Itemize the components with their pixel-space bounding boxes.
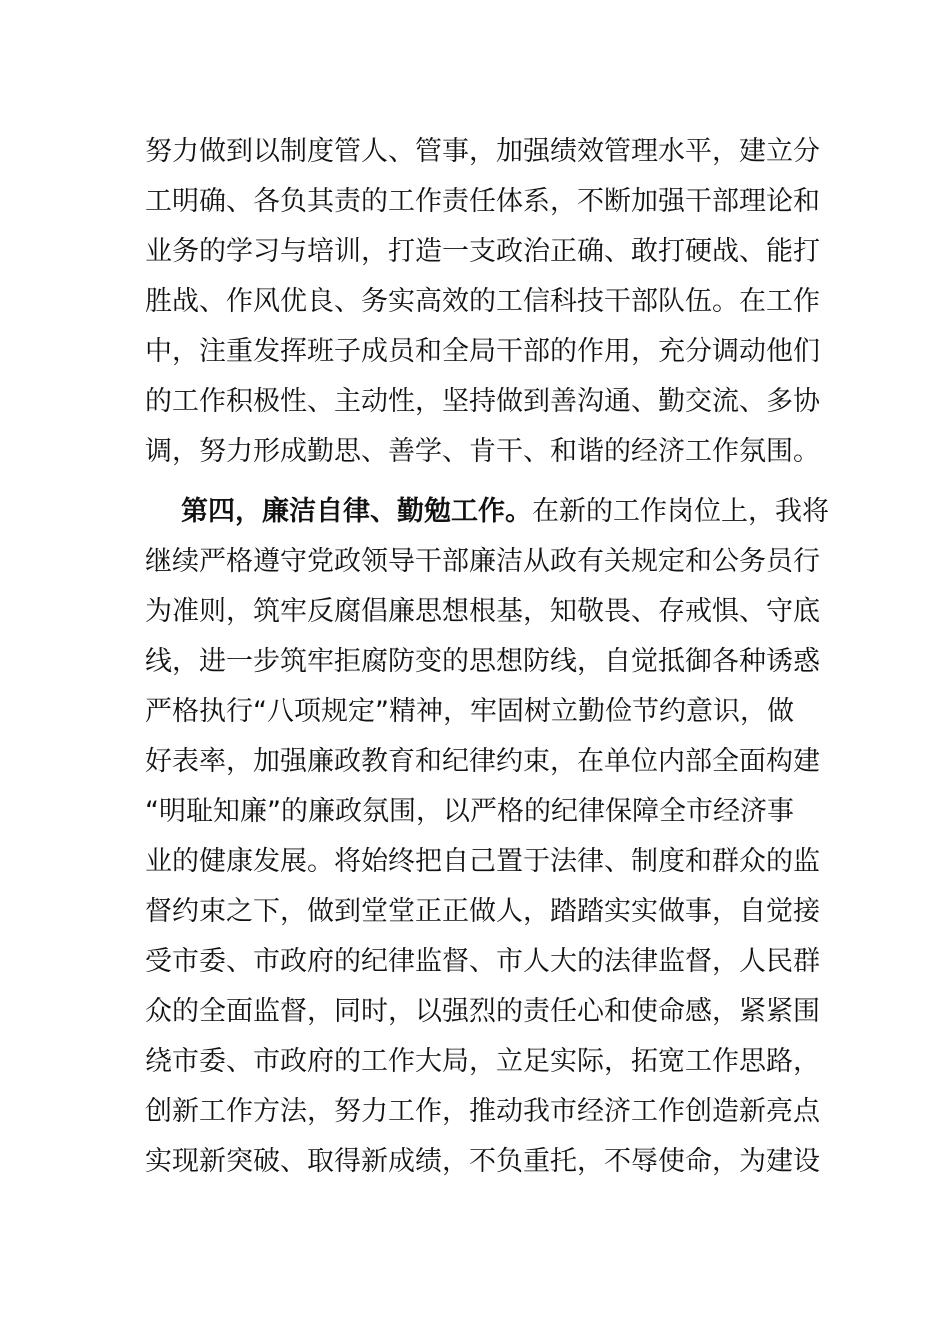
paragraph-2-line: 好表率，加强廉政教育和纪律约束，在单位内部全面构建 <box>145 746 820 777</box>
paragraph-2-line: 严格执行“八项规定”精神，牢固树立勤俭节约意识，做 <box>145 696 794 727</box>
paragraph-2-line: 继续严格遵守党政领导干部廉洁从政有关规定和公务员行 <box>145 546 820 577</box>
paragraph-2-line: “明耻知廉”的廉政氛围，以严格的纪律保障全市经济事 <box>145 796 794 827</box>
paragraph-1-line: 业务的学习与培训，打造一支政治正确、敢打硬战、能打 <box>145 236 820 267</box>
paragraph-2-first-line-text: 在新的工作岗位上，我将 <box>532 496 829 527</box>
paragraph-2-line: 为准则，筑牢反腐倡廉思想根基，知敬畏、存戒惧、守底 <box>145 596 820 627</box>
paragraph-2-line: 督约束之下，做到堂堂正正做人，踏踏实实做事，自觉接 <box>145 896 820 927</box>
paragraph-2-first-line <box>181 495 829 529</box>
paragraph-2-line: 受市委、市政府的纪律监督、市人大的法律监督，人民群 <box>145 946 820 977</box>
paragraph-1-line: 调，努力形成勤思、善学、肯干、和谐的经济工作氛围。 <box>145 436 820 467</box>
paragraph-2-line: 线，进一步筑牢拒腐防变的思想防线，自觉抵御各种诱惑 <box>145 646 820 677</box>
paragraph-1-line: 工明确、各负其责的工作责任体系，不断加强干部理论和 <box>145 186 820 217</box>
paragraph-2-line: 众的全面监督，同时，以强烈的责任心和使命感，紧紧围 <box>145 996 820 1027</box>
paragraph-1-line: 胜战、作风优良、务实高效的工信科技干部队伍。在工作 <box>145 286 820 317</box>
paragraph-1-line: 的工作积极性、主动性，坚持做到善沟通、勤交流、多协 <box>145 386 820 417</box>
section-heading: 第四，廉洁自律、勤勉工作。 <box>181 496 532 527</box>
paragraph-2-line: 创新工作方法，努力工作，推动我市经济工作创造新亮点 <box>145 1096 820 1127</box>
paragraph-1-line: 中，注重发挥班子成员和全局干部的作用，充分调动他们 <box>145 336 820 367</box>
paragraph-1-line: 努力做到以制度管人、管事，加强绩效管理水平，建立分 <box>145 136 820 167</box>
paragraph-2-line: 业的健康发展。将始终把自己置于法律、制度和群众的监 <box>145 846 820 877</box>
paragraph-2-line: 绕市委、市政府的工作大局，立足实际，拓宽工作思路， <box>145 1046 820 1077</box>
paragraph-2-line: 实现新突破、取得新成绩，不负重托，不辱使命，为建设 <box>145 1146 820 1177</box>
